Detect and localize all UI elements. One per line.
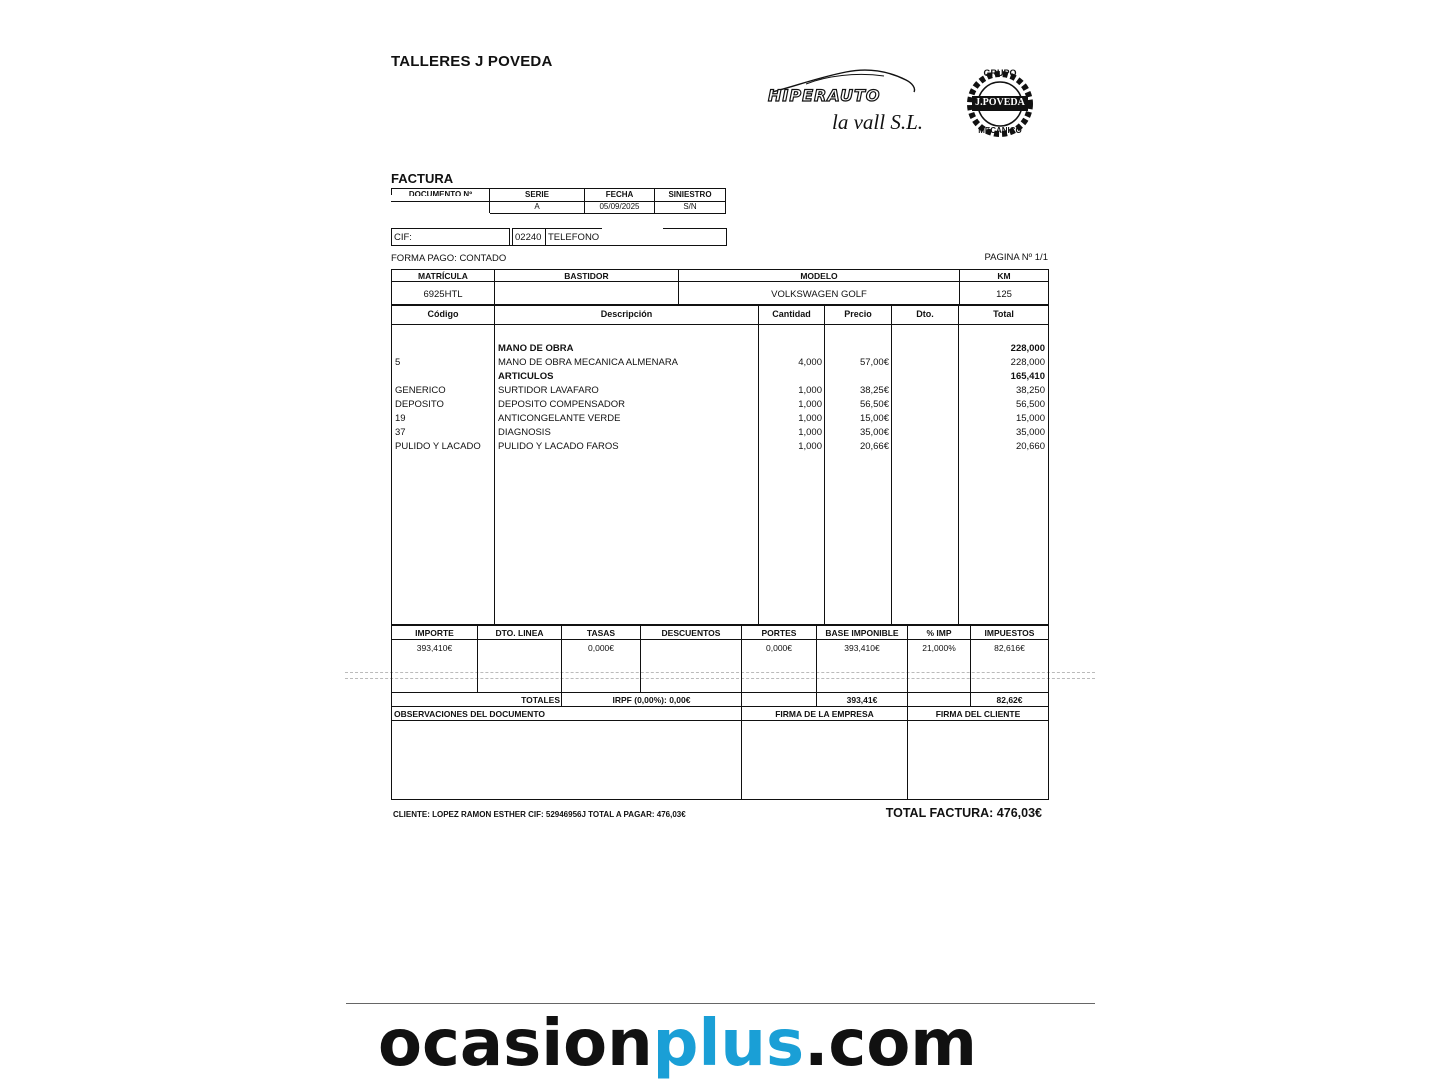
seal-bottom-text: MECANICO [978, 126, 1022, 135]
company-name: TALLERES J POVEDA [391, 53, 553, 70]
importe-label: IMPORTE [415, 628, 454, 638]
base-imponible-label: BASE IMPONIBLE [825, 628, 899, 638]
modelo-value: VOLKSWAGEN GOLF [771, 289, 867, 300]
tasas-label: TASAS [586, 628, 616, 638]
serie-value: A [534, 202, 540, 211]
line-codigo: DEPOSITO [395, 399, 444, 410]
firma-cliente-label: FIRMA DEL CLIENTE [935, 709, 1021, 719]
descripcion-header: Descripción [600, 309, 653, 319]
siniestro-label: SINIESTRO [668, 190, 712, 199]
total-impuestos-value: 82,62€ [996, 695, 1023, 705]
line-total: 165,410 [1010, 371, 1045, 382]
line-precio: 57,00€ [859, 357, 889, 368]
line-total: 228,000 [1010, 343, 1045, 354]
line-precio: 35,00€ [859, 427, 889, 438]
matricula-value: 6925HTL [423, 289, 463, 300]
matricula-label: MATRÍCULA [418, 271, 468, 281]
impuestos-value: 82,616€ [994, 643, 1025, 653]
modelo-label: MODELO [800, 271, 838, 281]
fecha-label: FECHA [605, 190, 634, 199]
dto-linea-label: DTO. LINEA [495, 628, 544, 638]
total-factura: TOTAL FACTURA: 476,03€ [885, 806, 1042, 820]
seal-center-text: J.POVEDA [975, 97, 1025, 108]
line-descripcion: MANO DE OBRA MECANICA ALMENARA [498, 357, 679, 368]
line-descripcion: DEPOSITO COMPENSADOR [498, 399, 626, 410]
total-base-value: 393,41€ [846, 695, 878, 705]
line-cantidad: 1,000 [798, 441, 822, 452]
line-total: 15,000 [1015, 413, 1045, 424]
km-label: KM [997, 271, 1011, 281]
line-descripcion: PULIDO Y LACADO FAROS [498, 441, 619, 452]
bastidor-label: BASTIDOR [564, 271, 609, 281]
line-cantidad: 4,000 [798, 357, 822, 368]
brand-part-com: .com [804, 1007, 977, 1081]
line-total: 35,000 [1015, 427, 1045, 438]
dto-header: Dto. [916, 309, 934, 319]
line-total: 38,250 [1015, 385, 1045, 396]
km-value: 125 [996, 289, 1012, 300]
hiperauto-wordmark: HIPERAUTO [768, 86, 881, 105]
line-precio: 56,50€ [859, 399, 889, 410]
portes-value: 0,000€ [766, 643, 792, 653]
line-cantidad: 1,000 [798, 385, 822, 396]
line-descripcion: ANTICONGELANTE VERDE [498, 413, 621, 424]
irpf-value: IRPF (0,00%): 0,00€ [612, 695, 691, 705]
portes-label: PORTES [761, 628, 797, 638]
line-total: 228,000 [1010, 357, 1045, 368]
precio-header: Precio [844, 309, 872, 319]
page-number: PAGINA Nº 1/1 [984, 252, 1048, 263]
seal-top-text: GRUPO [983, 68, 1017, 78]
line-total: 56,500 [1015, 399, 1045, 410]
postal-code: 02240 [515, 232, 542, 243]
total-header: Total [993, 309, 1014, 319]
line-codigo: PULIDO Y LACADO [395, 441, 481, 452]
pct-imp-value: 21,000% [922, 643, 956, 653]
siniestro-value: S/N [683, 202, 697, 211]
brand-part-ocasion: ocasion [378, 1007, 653, 1081]
base-value: 393,410€ [844, 643, 880, 653]
brand-part-plus: plus [652, 1007, 805, 1081]
serie-label: SERIE [524, 190, 549, 199]
line-precio: 20,66€ [859, 441, 889, 452]
cif-label: CIF: [394, 232, 412, 243]
impuestos-label: IMPUESTOS [984, 628, 1035, 638]
line-codigo: GENERICO [395, 385, 446, 396]
pct-imp-label: % IMP [926, 628, 952, 638]
firma-empresa-label: FIRMA DE LA EMPRESA [775, 709, 874, 719]
line-descripcion: ARTICULOS [498, 371, 554, 382]
line-cantidad: 1,000 [798, 427, 822, 438]
line-codigo: 37 [395, 427, 406, 438]
line-descripcion: DIAGNOSIS [498, 427, 551, 438]
line-codigo: 19 [395, 413, 406, 424]
la-vall-wordmark: la vall S.L. [832, 110, 924, 134]
codigo-header: Código [427, 309, 459, 319]
line-precio: 38,25€ [859, 385, 889, 396]
line-codigo: 5 [395, 357, 401, 368]
descuentos-label: DESCUENTOS [661, 628, 721, 638]
fecha-value: 05/09/2025 [599, 202, 640, 211]
documento-label: DOCUMENTO Nº [408, 190, 473, 196]
document-title: FACTURA [391, 171, 454, 186]
ocasionplus-logo[interactable] [378, 1004, 977, 1084]
grupo-poveda-seal [964, 66, 1036, 142]
importe-value: 393,410€ [416, 643, 453, 653]
line-cantidad: 1,000 [798, 399, 822, 410]
forma-pago: FORMA PAGO: CONTADO [391, 253, 507, 264]
line-precio: 15,00€ [859, 413, 889, 424]
cliente-line: CLIENTE: LOPEZ RAMON ESTHER CIF: 52946956J TOTAL A PAGAR: 476,03€ [393, 810, 686, 819]
observaciones-label: OBSERVACIONES DEL DOCUMENTO [394, 709, 545, 719]
line-descripcion: SURTIDOR LAVAFARO [498, 385, 599, 396]
telefono-label: TELEFONO [548, 232, 600, 243]
tasas-value: 0,000€ [588, 643, 614, 653]
totales-label: TOTALES [521, 695, 560, 705]
line-total: 20,660 [1015, 441, 1045, 452]
line-cantidad: 1,000 [798, 413, 822, 424]
cantidad-header: Cantidad [772, 309, 811, 319]
line-descripcion: MANO DE OBRA [498, 343, 574, 354]
